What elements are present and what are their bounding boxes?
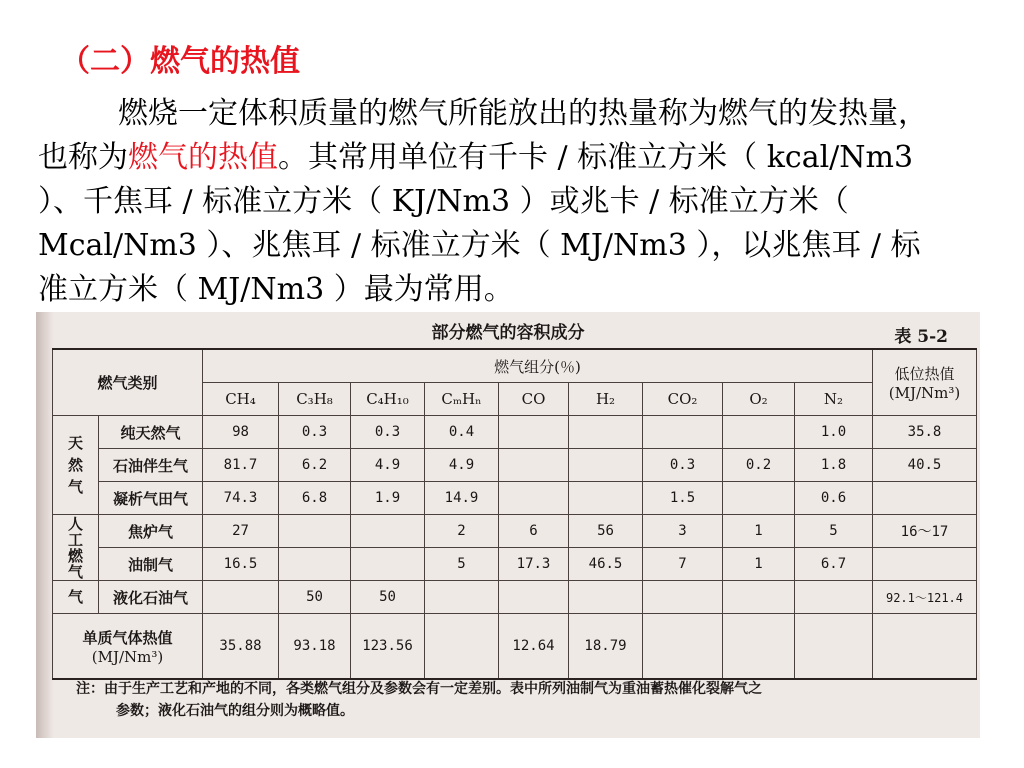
component-header: N₂ <box>795 383 873 416</box>
component-header: C₃H₈ <box>279 383 351 416</box>
heat-cell <box>873 482 977 515</box>
single-gas-label-1: 单质气体热值 <box>82 628 173 647</box>
row-label: 液化石油气 <box>99 581 203 614</box>
table-number: 表 5-2 <box>894 327 948 347</box>
component-header: CₘHₙ <box>425 383 499 416</box>
table-cell: 1.9 <box>351 482 425 515</box>
table-cell: 4.9 <box>351 449 425 482</box>
heat-cell: 35.8 <box>873 416 977 449</box>
table-cell <box>351 515 425 548</box>
section-heading: （二）燃气的热值 <box>60 44 300 79</box>
table-cell: 2 <box>425 515 499 548</box>
table-cell: 12.64 <box>499 614 569 680</box>
row-label: 凝析气田气 <box>99 482 203 515</box>
heat-cell: 40.5 <box>873 449 977 482</box>
table-note <box>76 678 976 722</box>
table-cell <box>643 614 723 680</box>
table-cell <box>279 548 351 581</box>
table-cell: 1.5 <box>643 482 723 515</box>
table-cell <box>499 482 569 515</box>
table-cell: 27 <box>203 515 279 548</box>
table-cell <box>643 416 723 449</box>
group-label-natural: 天然气 <box>67 434 83 496</box>
table-cell <box>499 416 569 449</box>
component-header: CO₂ <box>643 383 723 416</box>
table-cell <box>569 449 643 482</box>
table-cell: 1.0 <box>795 416 873 449</box>
table-row <box>53 416 977 449</box>
header-row-1 <box>53 349 977 383</box>
table-cell: 1 <box>723 515 795 548</box>
table-cell <box>425 614 499 680</box>
table-row <box>53 581 977 614</box>
table-cell: 16.5 <box>203 548 279 581</box>
heat-cell: 92.1～121.4 <box>873 581 977 614</box>
table-cell <box>723 614 795 680</box>
component-header: O₂ <box>723 383 795 416</box>
table-cell <box>795 614 873 680</box>
table-row <box>53 449 977 482</box>
table-cell <box>569 581 643 614</box>
table-cell <box>499 449 569 482</box>
table-cell: 6.8 <box>279 482 351 515</box>
single-gas-heat-row <box>53 614 977 680</box>
table-cell <box>723 581 795 614</box>
table-cell: 0.2 <box>723 449 795 482</box>
gas-composition-table <box>52 348 977 680</box>
table-cell <box>643 581 723 614</box>
table-row <box>53 482 977 515</box>
highlight-term: 燃气的热值 <box>128 140 278 175</box>
table-cell: 56 <box>569 515 643 548</box>
table-cell <box>425 581 499 614</box>
table-cell <box>723 482 795 515</box>
heat-header-label: 低位热值 <box>894 365 955 383</box>
table-cell: 74.3 <box>203 482 279 515</box>
component-header: CH₄ <box>203 383 279 416</box>
table-cell: 0.4 <box>425 416 499 449</box>
note-line-1: 注：由于生产工艺和产地的不同，各类燃气组分及参数会有一定差别。表中所列油制气为重油蓄热催化裂解气之 <box>76 681 762 697</box>
table-cell: 93.18 <box>279 614 351 680</box>
heat-header <box>873 349 977 416</box>
table-cell <box>569 416 643 449</box>
table-cell: 0.3 <box>351 416 425 449</box>
row-label: 石油伴生气 <box>99 449 203 482</box>
para-text-1: 燃烧一定体积质量的燃气所能放出的热量称为燃气的发热量，也称为 <box>38 96 928 175</box>
category-header: 燃气类别 <box>53 349 203 416</box>
table-cell: 123.56 <box>351 614 425 680</box>
table-cell <box>279 515 351 548</box>
component-header: H₂ <box>569 383 643 416</box>
table-cell: 0.3 <box>643 449 723 482</box>
table-cell <box>203 581 279 614</box>
group-natural-gas <box>53 416 99 515</box>
table-cell: 35.88 <box>203 614 279 680</box>
table-cell <box>723 416 795 449</box>
table-cell: 0.3 <box>279 416 351 449</box>
single-gas-label-2: (MJ/Nm³) <box>91 647 164 666</box>
group-lpg: 气 <box>53 581 99 614</box>
heat-cell <box>873 614 977 680</box>
row-label: 油制气 <box>99 548 203 581</box>
table-cell: 5 <box>425 548 499 581</box>
table-cell: 6.2 <box>279 449 351 482</box>
single-gas-label <box>53 614 203 680</box>
row-label: 纯天然气 <box>99 416 203 449</box>
table-cell <box>569 482 643 515</box>
table-cell <box>795 581 873 614</box>
table-row <box>53 548 977 581</box>
table-cell: 1.8 <box>795 449 873 482</box>
para-text-2: 。其常用单位有千卡 / 标准立方米（ kcal/Nm3 ）、千焦耳 / 标准立方米（ KJ/Nm3 ）或兆卡 / 标准立方米（ Mcal/Nm3 ）、兆焦耳 / 标准立方米（ MJ/Nm3 ），以兆焦耳 / 标准立方米（ MJ/Nm3 ）最为常用。 <box>38 140 921 307</box>
table-cell: 0.6 <box>795 482 873 515</box>
table-cell: 50 <box>279 581 351 614</box>
table-cell: 3 <box>643 515 723 548</box>
table-cell: 6.7 <box>795 548 873 581</box>
table-cell <box>499 581 569 614</box>
heat-header-unit: (MJ/Nm³) <box>888 384 961 402</box>
row-label: 焦炉气 <box>99 515 203 548</box>
table-cell: 50 <box>351 581 425 614</box>
component-header: CO <box>499 383 569 416</box>
scanned-table-image <box>36 312 980 738</box>
heat-cell: 16～17 <box>873 515 977 548</box>
component-group-header: 燃气组分(％) <box>203 349 873 383</box>
table-cell: 1 <box>723 548 795 581</box>
table-cell: 18.79 <box>569 614 643 680</box>
table-cell: 7 <box>643 548 723 581</box>
table-cell: 6 <box>499 515 569 548</box>
table-cell: 46.5 <box>569 548 643 581</box>
table-caption: 部分燃气的容积成分 <box>431 323 585 343</box>
component-header: C₄H₁₀ <box>351 383 425 416</box>
group-label-artificial: 人工燃气 <box>67 514 83 581</box>
table-cell: 98 <box>203 416 279 449</box>
table-row <box>53 515 977 548</box>
table-cell: 14.9 <box>425 482 499 515</box>
heat-cell <box>873 548 977 581</box>
table-cell: 4.9 <box>425 449 499 482</box>
table-cell <box>351 548 425 581</box>
table-cell: 5 <box>795 515 873 548</box>
table-cell: 17.3 <box>499 548 569 581</box>
group-artificial-gas <box>53 515 99 581</box>
body-paragraph <box>38 92 948 312</box>
table-cell: 81.7 <box>203 449 279 482</box>
note-line-2: 参数；液化石油气的组分则为概略值。 <box>116 703 354 719</box>
